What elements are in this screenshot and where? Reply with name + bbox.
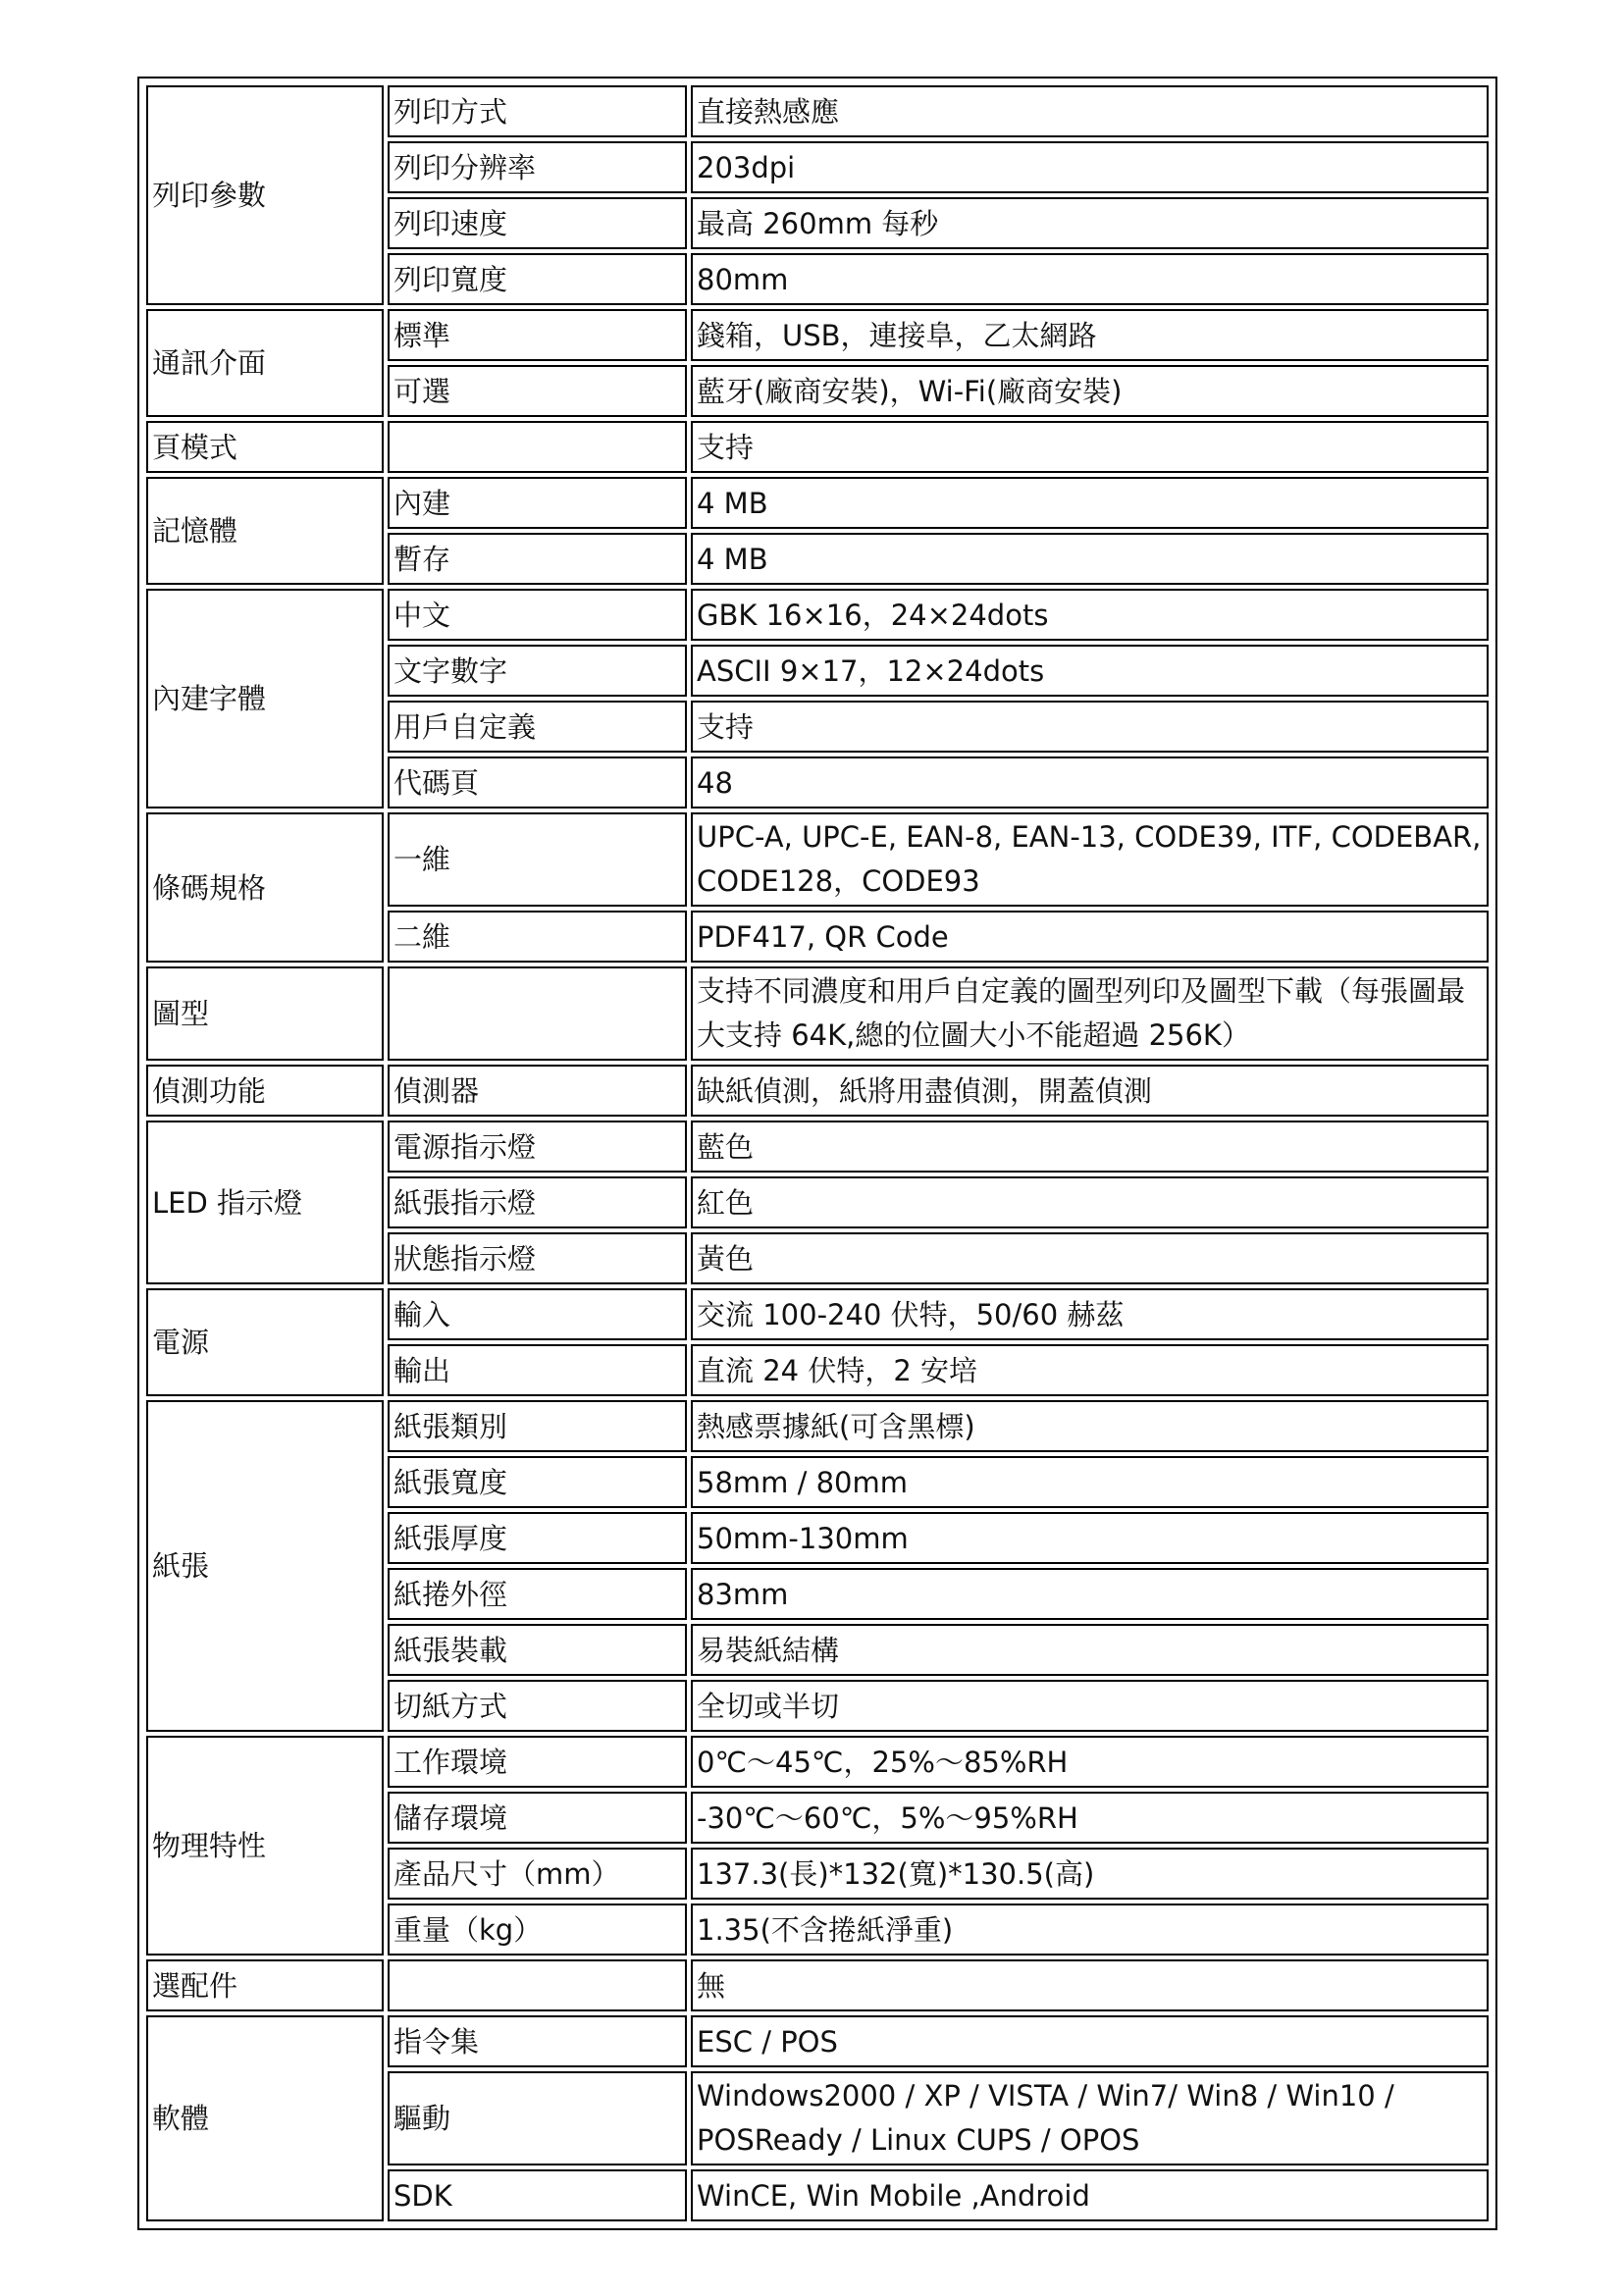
value-cell: 203dpi	[691, 141, 1489, 193]
item-cell: 偵測器	[388, 1065, 687, 1117]
value-cell: 無	[691, 1959, 1489, 2011]
category-cell: 列印參數	[146, 85, 384, 305]
item-cell: 可選	[388, 365, 687, 417]
table-row	[146, 589, 1489, 641]
value-cell: ASCII 9×17，12×24dots	[691, 645, 1489, 697]
value-cell: 48	[691, 756, 1489, 808]
value-cell: 支持	[691, 421, 1489, 473]
category-cell: LED 指示燈	[146, 1121, 384, 1284]
item-cell	[388, 966, 687, 1061]
category-cell: 紙張	[146, 1400, 384, 1732]
category-cell: 電源	[146, 1288, 384, 1396]
table-row	[146, 1959, 1489, 2011]
item-cell: 輸入	[388, 1288, 687, 1340]
item-cell: 紙張類別	[388, 1400, 687, 1452]
table-row	[146, 966, 1489, 1061]
table-row	[146, 309, 1489, 361]
category-cell: 物理特性	[146, 1736, 384, 1956]
value-cell: 50mm-130mm	[691, 1512, 1489, 1564]
value-cell: 錢箱，USB，連接阜，乙太網路	[691, 309, 1489, 361]
item-cell: 列印分辨率	[388, 141, 687, 193]
value-cell: 支持不同濃度和用戶自定義的圖型列印及圖型下載（每張圖最大支持 64K,總的位圖大小不能超過 256K）	[691, 966, 1489, 1061]
item-cell: 二維	[388, 911, 687, 963]
value-cell: 直接熱感應	[691, 85, 1489, 137]
table-row	[146, 1736, 1489, 1788]
value-cell: PDF417, QR Code	[691, 911, 1489, 963]
value-cell: 支持	[691, 701, 1489, 753]
value-cell: 熱感票據紙(可含黑標)	[691, 1400, 1489, 1452]
category-cell: 通訊介面	[146, 309, 384, 417]
value-cell: 藍牙(廠商安裝)，Wi-Fi(廠商安裝)	[691, 365, 1489, 417]
item-cell	[388, 1959, 687, 2011]
item-cell: 代碼頁	[388, 756, 687, 808]
table-row	[146, 1065, 1489, 1117]
category-cell: 頁模式	[146, 421, 384, 473]
category-cell: 偵測功能	[146, 1065, 384, 1117]
item-cell: 列印方式	[388, 85, 687, 137]
item-cell	[388, 421, 687, 473]
item-cell: 重量（kg）	[388, 1904, 687, 1956]
item-cell: 中文	[388, 589, 687, 641]
value-cell: 最高 260mm 每秒	[691, 197, 1489, 249]
item-cell: 列印寬度	[388, 253, 687, 305]
item-cell: 文字數字	[388, 645, 687, 697]
value-cell: 4 MB	[691, 477, 1489, 529]
category-cell: 記憶體	[146, 477, 384, 585]
item-cell: 切紙方式	[388, 1680, 687, 1732]
table-row	[146, 2015, 1489, 2067]
value-cell: Windows2000 / XP / VISTA / Win7/ Win8 / Win10 / POSReady / Linux CUPS / OPOS	[691, 2071, 1489, 2165]
table-row	[146, 1121, 1489, 1173]
item-cell: 用戶自定義	[388, 701, 687, 753]
table-row	[146, 85, 1489, 137]
value-cell: 缺紙偵測，紙將用盡偵測，開蓋偵測	[691, 1065, 1489, 1117]
category-cell: 內建字體	[146, 589, 384, 808]
spec-table	[142, 81, 1493, 2225]
item-cell: 儲存環境	[388, 1792, 687, 1844]
table-row	[146, 477, 1489, 529]
table-row	[146, 1400, 1489, 1452]
item-cell: SDK	[388, 2169, 687, 2221]
item-cell: 紙張厚度	[388, 1512, 687, 1564]
table-row	[146, 1288, 1489, 1340]
value-cell: 80mm	[691, 253, 1489, 305]
value-cell: 83mm	[691, 1568, 1489, 1620]
value-cell: 易裝紙結構	[691, 1624, 1489, 1676]
value-cell: 0℃～45℃，25%～85%RH	[691, 1736, 1489, 1788]
item-cell: 產品尺寸（mm）	[388, 1848, 687, 1900]
category-cell: 選配件	[146, 1959, 384, 2011]
spec-table-frame	[137, 77, 1497, 2230]
item-cell: 驅動	[388, 2071, 687, 2165]
value-cell: GBK 16×16，24×24dots	[691, 589, 1489, 641]
value-cell: 4 MB	[691, 533, 1489, 585]
value-cell: -30℃～60℃，5%～95%RH	[691, 1792, 1489, 1844]
table-row	[146, 421, 1489, 473]
value-cell: 藍色	[691, 1121, 1489, 1173]
item-cell: 紙捲外徑	[388, 1568, 687, 1620]
value-cell: ESC / POS	[691, 2015, 1489, 2067]
item-cell: 輸出	[388, 1344, 687, 1396]
value-cell: 交流 100-240 伏特，50/60 赫茲	[691, 1288, 1489, 1340]
value-cell: 直流 24 伏特，2 安培	[691, 1344, 1489, 1396]
value-cell: 137.3(長)*132(寬)*130.5(高)	[691, 1848, 1489, 1900]
category-cell: 條碼規格	[146, 812, 384, 963]
value-cell: WinCE, Win Mobile ,Android	[691, 2169, 1489, 2221]
item-cell: 標準	[388, 309, 687, 361]
item-cell: 電源指示燈	[388, 1121, 687, 1173]
item-cell: 紙張裝載	[388, 1624, 687, 1676]
value-cell: 58mm / 80mm	[691, 1456, 1489, 1508]
item-cell: 工作環境	[388, 1736, 687, 1788]
category-cell: 軟體	[146, 2015, 384, 2221]
value-cell: UPC-A, UPC-E, EAN-8, EAN-13, CODE39, ITF, CODEBAR, CODE128，CODE93	[691, 812, 1489, 907]
category-cell: 圖型	[146, 966, 384, 1061]
item-cell: 一維	[388, 812, 687, 907]
value-cell: 紅色	[691, 1176, 1489, 1228]
item-cell: 內建	[388, 477, 687, 529]
item-cell: 狀態指示燈	[388, 1232, 687, 1284]
table-row	[146, 812, 1489, 907]
item-cell: 暫存	[388, 533, 687, 585]
value-cell: 全切或半切	[691, 1680, 1489, 1732]
item-cell: 紙張指示燈	[388, 1176, 687, 1228]
item-cell: 列印速度	[388, 197, 687, 249]
value-cell: 黃色	[691, 1232, 1489, 1284]
spec-table-body	[146, 85, 1489, 2221]
value-cell: 1.35(不含捲紙淨重)	[691, 1904, 1489, 1956]
item-cell: 指令集	[388, 2015, 687, 2067]
item-cell: 紙張寬度	[388, 1456, 687, 1508]
